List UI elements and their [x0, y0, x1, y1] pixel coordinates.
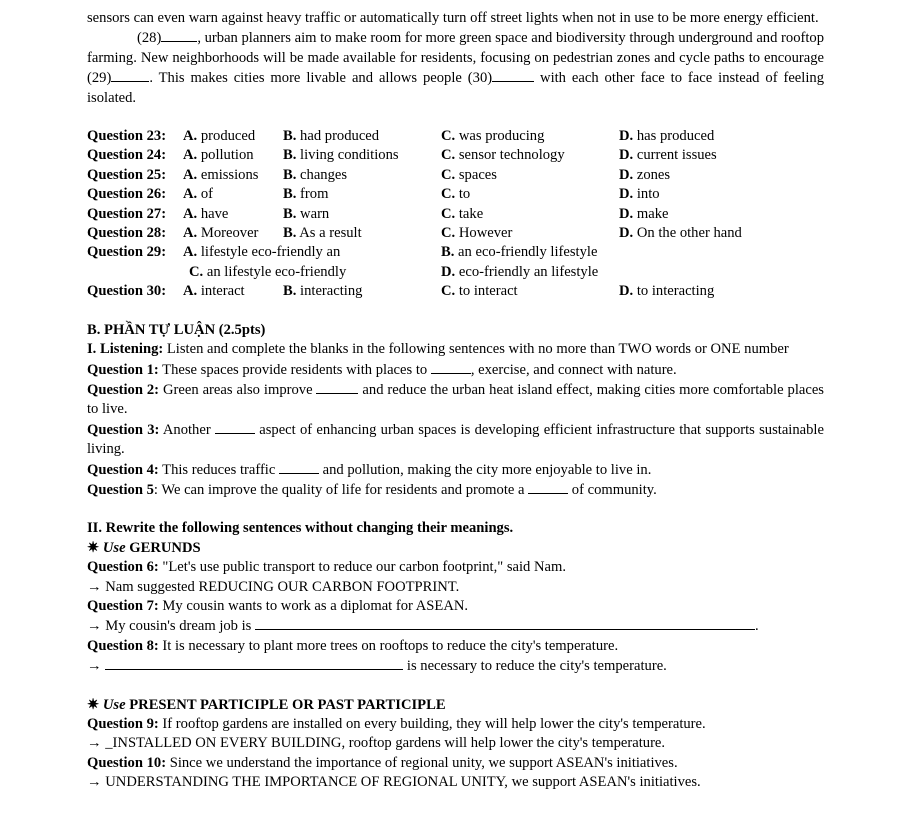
option-d: D. has produced [619, 128, 715, 145]
rewrite-question-10: Question 10: Since we understand the importance of regional unity, we support ASEAN's initiatives. [87, 754, 678, 771]
option-d: D. into [619, 186, 660, 203]
passage-paragraph [87, 28, 824, 108]
answer-8: → is necessary to reduce the city's temperature. [87, 658, 667, 675]
question-label: Question 27: [87, 205, 167, 222]
passage-text: with each other face to face instead of feeling isolated. [87, 70, 824, 106]
option-b: B. As a result [283, 225, 362, 242]
section-b-title: B. PHẦN TỰ LUẬN (2.5pts) [87, 321, 266, 338]
question-row [87, 146, 824, 165]
option-c: C. spaces [441, 166, 497, 183]
blank-29 [111, 68, 149, 82]
question-row [87, 166, 824, 185]
answer-10: → UNDERSTANDING THE IMPORTANCE OF REGIONAL UNITY, we support ASEAN's initiatives. [87, 774, 701, 791]
option-b: B. interacting [283, 283, 363, 300]
option-a: A. have [183, 205, 229, 222]
rewrite-question-9: Question 9: If rooftop gardens are installed on every building, they will help lower the city's temperature. [87, 716, 706, 732]
option-d: D. eco-friendly an lifestyle [441, 263, 599, 280]
question-label: Question 30: [87, 283, 167, 300]
listening-question-5: Question 5: We can improve the quality of life for residents and promote a of community. [87, 481, 657, 498]
question-label: Question 25: [87, 166, 167, 183]
question-row [87, 224, 824, 243]
option-a: A. interact [183, 283, 245, 300]
option-d: D. zones [619, 166, 671, 183]
use-gerunds-heading: ✷ Use GERUNDS [87, 539, 201, 556]
rewrite-question-8: Question 8: It is necessary to plant more trees on rooftops to reduce the city's temperature. [87, 637, 619, 654]
option-a: A. produced [183, 128, 256, 145]
question-label: Question 26: [87, 186, 167, 203]
multiple-choice-list [87, 127, 824, 302]
asterisk-icon: ✷ [87, 696, 100, 713]
option-c: C. an lifestyle eco-friendly [189, 263, 347, 280]
passage-text: , urban planners aim to make room for more green space and biodiversity through underground and rooftop farming. New neighborhoods will be made available for residents, focusing on pedestrian zones and cycle paths to encourage (29) [87, 30, 825, 87]
option-d: D. make [619, 205, 669, 222]
passage-line: sensors can even warn against heavy traffic or automatically turn off street lights when not in use to be more energy efficient. [87, 10, 819, 26]
option-c: C. to interact [441, 283, 518, 300]
option-c: C. was producing [441, 128, 545, 145]
passage-text: . This makes cities more livable and allows people (30) [149, 70, 493, 87]
question-label: Question 28: [87, 225, 167, 242]
option-a: A. Moreover [183, 225, 259, 242]
option-b: B. an eco-friendly lifestyle [441, 244, 598, 261]
worksheet-page [87, 9, 824, 793]
option-a: A. lifestyle eco-friendly an [183, 244, 341, 261]
answer-9: → _INSTALLED ON EVERY BUILDING, rooftop gardens will help lower the city's temperature. [87, 735, 666, 752]
question-row [87, 127, 824, 146]
section-ii-title: II. Rewrite the following sentences without changing their meanings. [87, 520, 514, 537]
listening-question-4: Question 4: This reduces traffic and pollution, making the city more enjoyable to live in. [87, 461, 652, 478]
option-b: B. changes [283, 166, 348, 183]
option-b: B. had produced [283, 128, 380, 145]
question-row [87, 282, 824, 301]
option-b: B. from [283, 186, 329, 203]
option-b: B. warn [283, 205, 330, 222]
rewrite-question-7: Question 7: My cousin wants to work as a diplomat for ASEAN. [87, 597, 469, 614]
question-label: Question 24: [87, 147, 167, 164]
question-row-continued [87, 263, 824, 282]
option-a: A. of [183, 186, 214, 203]
blank-number-28: (28) [137, 30, 162, 47]
question-row [87, 205, 824, 224]
option-a: A. emissions [183, 166, 259, 183]
listening-question-3: Question 3: Another aspect of enhancing urban spaces is developing efficient infrastructure that supports sustainable living. [87, 421, 824, 458]
option-c: C. However [441, 225, 513, 242]
answer-7: → My cousin's dream job is . [87, 618, 759, 635]
question-label: Question 29: [87, 244, 167, 261]
listening-question-2: Question 2: Green areas also improve and reduce the urban heat island effect, making cities more comfortable places to live. [87, 381, 824, 418]
use-participle-heading: ✷ Use PRESENT PARTICIPLE OR PAST PARTICIPLE [87, 696, 446, 713]
option-c: C. to [441, 186, 471, 203]
asterisk-icon: ✷ [87, 539, 100, 556]
option-d: D. to interacting [619, 283, 715, 300]
option-b: B. living conditions [283, 147, 399, 164]
option-a: A. pollution [183, 147, 254, 164]
question-row [87, 243, 824, 262]
question-label: Question 23: [87, 128, 167, 145]
option-c: C. take [441, 205, 484, 222]
blank-30 [492, 68, 534, 82]
question-row [87, 185, 824, 204]
rewrite-question-6: Question 6: "Let's use public transport to reduce our carbon footprint," said Nam. [87, 559, 567, 576]
option-d: D. On the other hand [619, 225, 742, 242]
listening-instruction: I. Listening: Listen and complete the blanks in the following sentences with no more than TWO words or ONE number [87, 341, 789, 358]
blank-28 [161, 28, 197, 42]
listening-question-1: Question 1: These spaces provide residents with places to , exercise, and connect with nature. [87, 361, 677, 378]
answer-6: → Nam suggested REDUCING OUR CARBON FOOTPRINT. [87, 578, 460, 595]
option-d: D. current issues [619, 147, 717, 164]
option-c: C. sensor technology [441, 147, 565, 164]
